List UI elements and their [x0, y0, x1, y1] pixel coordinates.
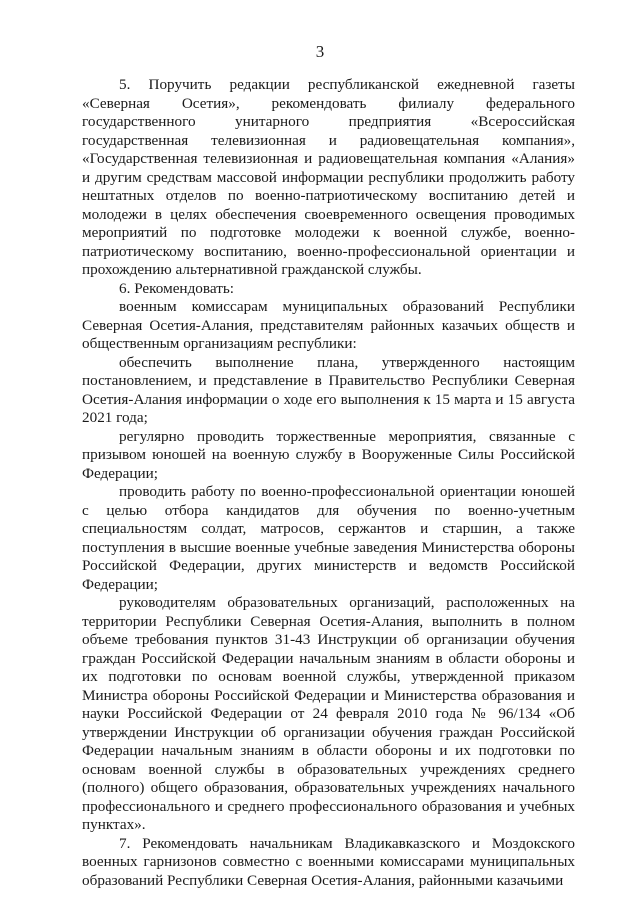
paragraph-military-commissars: военным комиссарам муниципальных образований Республики Северная Осетия-Алания, представителям районных казачьих обществ и общественным организациям республики:	[82, 298, 575, 352]
paragraph-item-5: 5. Поручить редакции республиканской ежедневной газеты «Северная Осетия», рекомендовать филиалу федерального государственного унитарного предприятия «Всероссийская государственная телевизионная и радиовещательная компания», «Государственная телевизионная и радиовещательная компания «Алания» и другим средствам массовой информации республики продолжить работу нештатных отделов по военно-патриотическому воспитанию детей и молодежи в целях обеспечения своевременного освещения проводимых мероприятий по подготовке молодежи к военной службе, военно-патриотическому воспитанию, военно-профессиональной ориентации и прохождению альтернативной гражданской службы.	[82, 76, 575, 278]
paragraph-ceremonies: регулярно проводить торжественные мероприятия, связанные с призывом юношей на военную службу в Вооруженные Силы Российской Федерации;	[82, 427, 575, 482]
paragraph-item-7: 7. Рекомендовать начальникам Владикавказского и Моздокского военных гарнизонов совместно с военными комиссарами муниципальных образований Республики Северная Осетия-Алания, районными казачьими	[82, 834, 575, 889]
paragraph-career-orientation: проводить работу по военно-профессиональной ориентации юношей с целью отбора кандидатов для обучения по военно-учетным специальностям солдат, матросов, сержантов и старшин, а также поступления в высшие военные учебные заведения Министерства обороны Российской Федерации, других министерств и ведомств Российской Федерации;	[82, 483, 575, 593]
paragraph-ensure-plan: обеспечить выполнение плана, утвержденного настоящим постановлением, и представление в Правительство Республики Северная Осетия-Алания информации о ходе его выполнения к 15 марта и 15 августа 2021 года;	[82, 353, 575, 426]
paragraph-item-6-heading: 6. Рекомендовать:	[119, 279, 234, 297]
paragraph-education-heads: руководителям образовательных организаций, расположенных на территории Республики Северная Осетия-Алания, выполнить в полном объеме требования пунктов 31-43 Инструкции об организации обучения граждан Российской Федерации начальным знаниям в области обороны и их подготовки по основам военной службы, утвержденной приказом Министра обороны Российской Федерации и Министерства образования и науки Российской Федерации от 24 февраля 2010 года № 96/134 «Об утверждении Инструкции об организации обучения граждан Российской Федерации начальным знаниям в области обороны и их подготовки по основам военной службы в образовательных учреждениях среднего (полного) общего образования, образовательных учреждениях начального профессионального и среднего профессионального образования и учебных пунктах».	[82, 594, 575, 833]
document-body	[82, 76, 575, 890]
page-number: 3	[315, 42, 325, 61]
